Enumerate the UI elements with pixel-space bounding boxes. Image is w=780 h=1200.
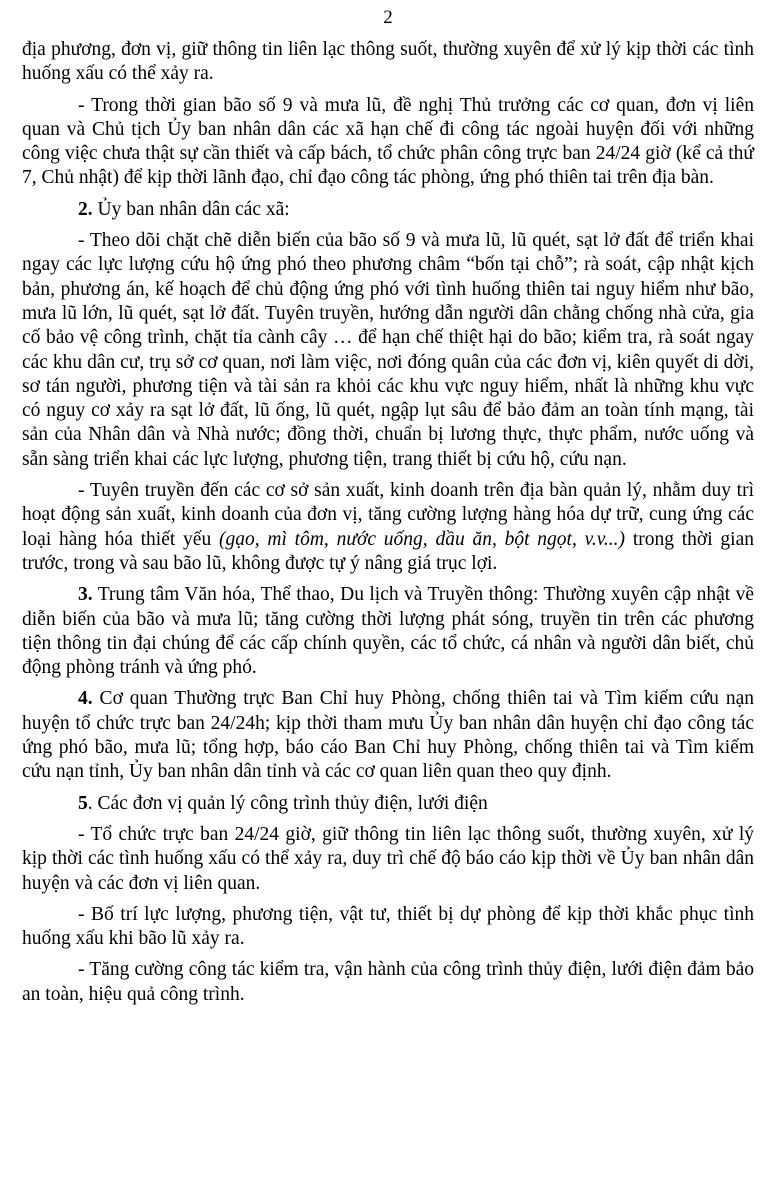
paragraph-text: - Tăng cường công tác kiểm tra, vận hành của công trình thủy điện, lưới điện đảm bảo an toàn, hiệu quả công trình. xyxy=(22,959,754,1005)
paragraph-inspection xyxy=(22,958,754,1007)
page-number: 2 xyxy=(383,7,393,28)
paragraph-duty-assignment xyxy=(22,94,754,191)
paragraph-text: trong thời gian trước, trong và sau bão lũ, không được tự ý nâng giá trục lợi. xyxy=(22,528,755,574)
paragraph-text: - Tuyên truyền đến các cơ sở sản xuất, kinh doanh trên địa bàn quản lý, nhằm duy trì hoạt động sản xuất, kinh doanh của đơn vị, tăng cường lượng hàng hóa dự trữ, cung ứng các loại hàng hóa thiết yếu xyxy=(22,480,754,550)
section-3-paragraph xyxy=(22,583,754,680)
section-number: 3. xyxy=(78,584,93,606)
paragraph-text: Cơ quan Thường trực Ban Chỉ huy Phòng, chống thiên tai và Tìm kiếm cứu nạn huyện tổ chức trực ban 24/24h; kịp thời tham mưu Ủy ban nhân dân huyện chỉ đạo công tác ứng phó bão, mưa lũ; tổng hợp, báo cáo Ban Chỉ huy Phòng, chống thiên tai và Tìm kiếm cứu nạn tỉnh, Ủy ban nhân dân tỉnh và các cơ quan liên quan theo quy định. xyxy=(22,688,754,783)
paragraph-business-supply xyxy=(22,479,754,576)
section-title: . Các đơn vị quản lý công trình thủy điện, lưới điện xyxy=(87,792,488,814)
section-number: 5 xyxy=(78,792,88,814)
paragraph-text: - Tổ chức trực ban 24/24 giờ, giữ thông tin liên lạc thông suốt, thường xuyên, xử lý kịp thời các tình huống xấu có thể xảy ra, duy trì chế độ báo cáo kịp thời về Ủy ban nhân dân huyện và các đơn vị liên quan. xyxy=(22,823,754,894)
paragraph-duty-24h xyxy=(22,823,754,896)
paragraph-text: - Trong thời gian bão số 9 và mưa lũ, đề nghị Thủ trưởng các cơ quan, đơn vị liên quan và Chủ tịch Ủy ban nhân dân các xã hạn chế đi công tác ngoài huyện đối với những công việc chưa thật sự cần thiết và cấp bách, tổ chức phân công trực ban 24/24 giờ (kể cả thứ 7, Chủ nhật) để kịp thời lãnh đạo, chỉ đạo công tác phòng, ứng phó thiên tai trên địa bàn. xyxy=(22,94,754,189)
paragraph-text: Trung tâm Văn hóa, Thể thao, Du lịch và Truyền thông: Thường xuyên cập nhật về diễn biến của bão và mưa lũ; tăng cường thời lượng phát sóng, truyền tin trên các phương tiện thông tin đại chúng để các cấp chính quyền, các tổ chức, cá nhân và người dân biết, chủ động phòng tránh và ứng phó. xyxy=(22,584,754,679)
section-4-paragraph xyxy=(22,687,754,784)
paragraph-text: địa phương, đơn vị, giữ thông tin liên lạc thông suốt, thường xuyên để xử lý kịp thời các tình huống xấu có thể xảy ra. xyxy=(22,39,754,85)
paragraph-text: - Bố trí lực lượng, phương tiện, vật tư, thiết bị dự phòng để kịp thời khắc phục tình huống xấu khi bão lũ xảy ra. xyxy=(22,903,754,950)
paragraph-text: - Theo dõi chặt chẽ diễn biến của bão số 9 và mưa lũ, lũ quét, sạt lở đất để triển khai ngay các lực lượng cứu hộ ứng phó theo phương châm “bốn tại chỗ”; rà soát, cập nhật kịch bản, phương án, kế hoạch để chủ động ứng phó với tình huống thiên tai nguy hiểm như bão, mưa lũ lớn, lũ quét, sạt lở đất. Tuyên truyền, hướng dẫn người dân chằng chống nhà cửa, gia cố bảo vệ công trình, chặt tỉa cành cây … để hạn chế thiệt hại do bão; kiểm tra, rà soát ngay các khu dân cư, trụ sở cơ quan, nơi làm việc, nơi đóng quân của các đơn vị, kiên quyết di dời, sơ tán người, phương tiện và tài sản ra khỏi các khu vực nguy hiểm, nhất là những khu vực có nguy cơ xảy ra sạt lở đất, lũ ống, lũ quét, ngập lụt sâu để bảo đảm an toàn tính mạng, tài sản của Nhân dân và Nhà nước; đồng thời, chuẩn bị lương thực, thực phẩm, nước uống và sẵn sàng triển khai các lực lượng, phương tiện, trang thiết bị cứu hộ, cứu nạn. xyxy=(22,230,754,470)
paragraph-italic-text: (gạo, mì tôm, nước uống, dầu ăn, bột ngọt, v.v...) xyxy=(219,528,626,550)
paragraph-resources xyxy=(22,903,754,952)
section-title: Ủy ban nhân dân các xã: xyxy=(92,198,290,220)
section-heading-2 xyxy=(22,198,754,222)
section-heading-5 xyxy=(22,792,754,816)
section-number: 4. xyxy=(78,688,93,710)
paragraph-continuation xyxy=(22,38,754,87)
paragraph-monitoring xyxy=(22,229,754,472)
section-number: 2. xyxy=(78,198,93,220)
